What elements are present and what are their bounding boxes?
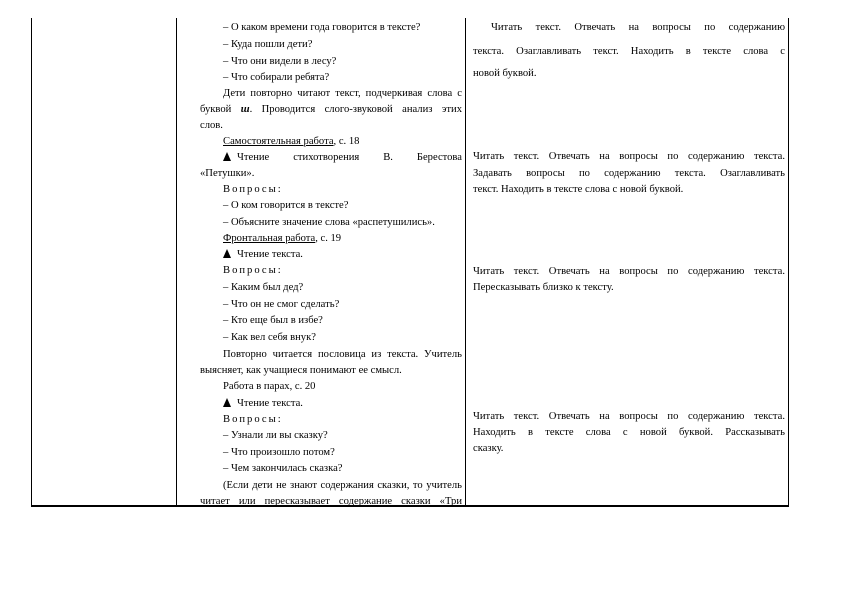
paragraph-line: читает или пересказывает содержание сказки «Три [200, 496, 462, 507]
section-heading-frontal: Фронтальная работа, с. 19 [223, 233, 342, 244]
triangle-bullet-icon [223, 152, 231, 161]
question-line: – Что они видели в лесу? [223, 56, 337, 67]
question-line: – Что он не смог сделать? [223, 299, 340, 310]
paragraph-line: буквой ш. Проводится слого-звуковой анализ этих [200, 104, 462, 115]
paragraph-line: слов. [200, 120, 223, 131]
question-line: – Что собирали ребята? [223, 72, 330, 83]
activity-line: Находить в тексте слова с новой буквой. Рассказывать [473, 427, 785, 438]
question-line: – Куда пошли дети? [223, 39, 313, 50]
question-line: – Кто еще был в избе? [223, 315, 323, 326]
activity-line: Задавать вопросы по содержанию текста. Озаглавливать [473, 168, 785, 179]
section-heading-pairs: Работа в парах, с. 20 [223, 381, 316, 392]
activity-line: Пересказывать близко к тексту. [473, 282, 614, 293]
task-line: Чтение стихотворения В. Берестова [200, 150, 462, 165]
paragraph-line: Дети повторно читают текст, подчеркивая слова с [223, 88, 462, 99]
activity-line: текста. Озаглавливать текст. Находить в тексте слова с [473, 46, 785, 57]
activity-line: сказку. [473, 443, 504, 454]
activity-line: Читать текст. Отвечать на вопросы по содержанию текста. [473, 151, 785, 162]
questions-label: Вопросы: [223, 414, 283, 425]
table-border-left [31, 18, 32, 506]
activity-line: новой буквой. [473, 68, 537, 79]
column-divider-1 [176, 18, 177, 506]
task-line: Чтение текста. [200, 247, 303, 262]
question-line: – О ком говорится в тексте? [223, 200, 349, 211]
paragraph-line: выясняет, как учащиеся понимают ее смысл. [200, 365, 402, 376]
section-heading-independent: Самостоятельная работа, с. 18 [223, 136, 360, 147]
question-line: – Чем закончилась сказка? [223, 463, 343, 474]
activity-line: Читать текст. Отвечать на вопросы по содержанию текста. [473, 266, 785, 277]
question-line: – Как вел себя внук? [223, 332, 316, 343]
triangle-bullet-icon [223, 398, 231, 407]
paragraph-line: (Если дети не знают содержания сказки, то учитель [223, 480, 462, 491]
questions-label: Вопросы: [223, 265, 283, 276]
task-line: «Петушки». [200, 168, 255, 179]
question-line: – Что произошло потом? [223, 447, 335, 458]
question-line: – О каком времени года говорится в тексте? [223, 22, 421, 33]
questions-label: Вопросы: [223, 184, 283, 195]
table-border-right [788, 18, 789, 506]
task-line: Чтение текста. [200, 396, 303, 411]
column-divider-2 [465, 18, 466, 506]
activity-line: Читать текст. Отвечать на вопросы по содержанию [491, 22, 785, 33]
activity-line: текст. Находить в тексте слова с новой буквой. [473, 184, 684, 195]
question-line: – Объясните значение слова «распетушились». [223, 217, 435, 228]
triangle-bullet-icon [223, 249, 231, 258]
paragraph-line: Повторно читается пословица из текста. Учитель [223, 349, 462, 360]
question-line: – Каким был дед? [223, 282, 304, 293]
question-line: – Узнали ли вы сказку? [223, 430, 328, 441]
activity-line: Читать текст. Отвечать на вопросы по содержанию текста. [473, 411, 785, 422]
